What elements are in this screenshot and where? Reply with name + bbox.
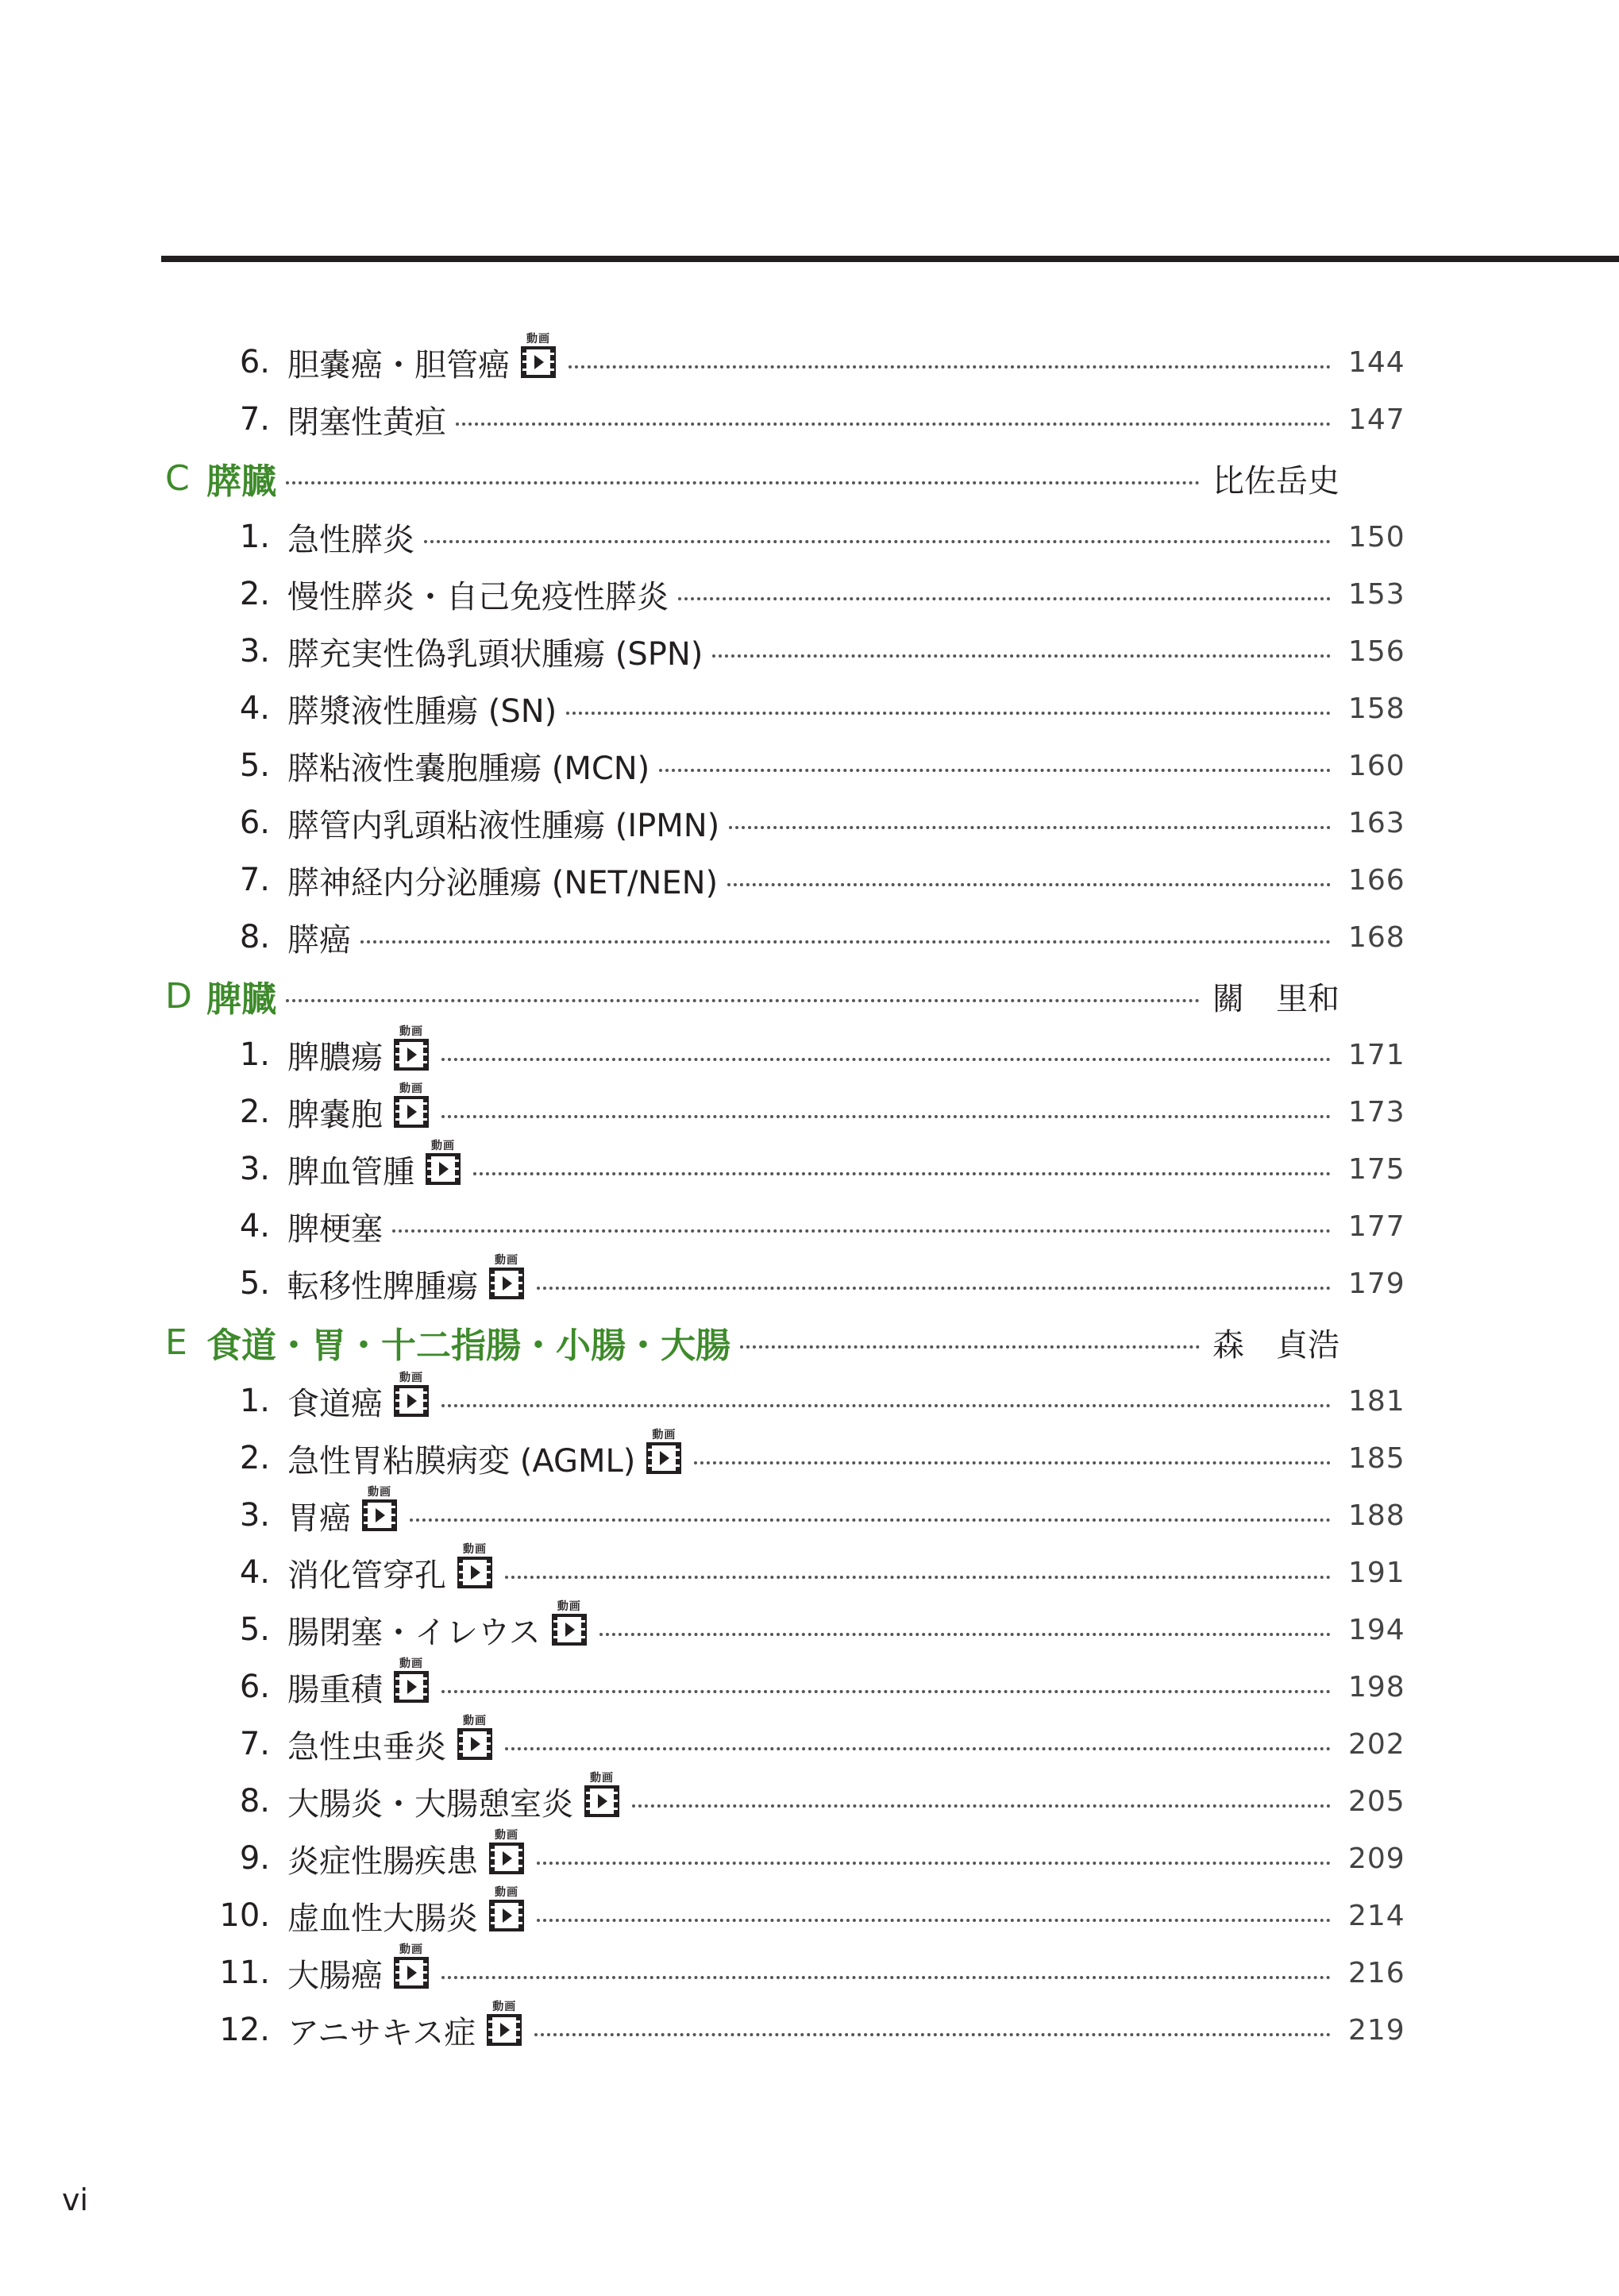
entry-title: 閉塞性黄疸 (287, 403, 446, 441)
toc-entry[interactable] (0, 909, 1619, 966)
dot-leader (727, 883, 1331, 886)
dot-leader (441, 1115, 1331, 1118)
dot-leader (537, 1862, 1331, 1865)
entry-title: 脾嚢胞 (287, 1096, 383, 1133)
section-letter: D (165, 975, 192, 1017)
entry-number: 10. (219, 1897, 270, 1934)
dot-leader (392, 1229, 1331, 1233)
entry-page: 216 (1348, 1956, 1405, 1989)
toc-entry[interactable] (0, 1372, 1619, 1430)
dot-leader (410, 1518, 1331, 1522)
entry-page: 171 (1348, 1038, 1405, 1071)
entry-number: 8. (239, 919, 270, 955)
entry-page: 166 (1348, 863, 1405, 897)
toc-section[interactable] (0, 966, 1619, 1026)
entry-number: 6. (239, 344, 270, 380)
video-label: 動画 (590, 1772, 614, 1785)
entry-number: 3. (239, 1151, 270, 1187)
entry-number: 2. (239, 1440, 270, 1476)
entry-number: 3. (239, 1497, 270, 1534)
video-label: 動画 (495, 1886, 518, 1899)
entry-number: 2. (239, 576, 270, 612)
table-of-contents (0, 334, 1619, 2059)
entry-page: 188 (1348, 1499, 1405, 1532)
entry-page: 177 (1348, 1210, 1405, 1243)
entry-title: 胆嚢癌・胆管癌 (287, 346, 510, 384)
video-label: 動画 (463, 1715, 487, 1727)
entry-page: 205 (1348, 1785, 1405, 1818)
entry-title: 膵粘液性嚢胞腫瘍 (MCN) (287, 750, 650, 787)
video-play-icon[interactable] (643, 1430, 684, 1477)
entry-page: 147 (1348, 403, 1405, 436)
entry-number: 7. (239, 862, 270, 898)
video-play-icon[interactable] (486, 1830, 527, 1877)
dot-leader (659, 769, 1331, 772)
entry-title: 転移性脾腫瘍 (287, 1268, 478, 1305)
toc-entry[interactable] (0, 1715, 1619, 1773)
toc-entry[interactable] (0, 1944, 1619, 2001)
entry-page: 158 (1348, 692, 1405, 725)
entry-title: 消化管穿孔 (287, 1557, 446, 1594)
entry-number: 4. (239, 690, 270, 727)
entry-title: 胃癌 (287, 1499, 351, 1537)
header-rule (161, 256, 1619, 262)
entry-title: 脾梗塞 (287, 1210, 383, 1248)
entry-title: 膵癌 (287, 921, 351, 959)
entry-number: 5. (239, 747, 270, 784)
video-play-icon[interactable] (359, 1487, 400, 1534)
section-author: 森 貞浩 (1212, 1326, 1340, 1364)
video-play-icon[interactable] (422, 1140, 464, 1188)
toc-entry[interactable] (0, 1830, 1619, 1887)
toc-entry[interactable] (0, 1544, 1619, 1601)
entry-page: 214 (1348, 1899, 1405, 1932)
entry-page: 175 (1348, 1152, 1405, 1186)
entry-page: 156 (1348, 635, 1405, 668)
video-play-icon[interactable] (486, 1887, 527, 1935)
entry-title: 大腸癌 (287, 1957, 383, 1994)
video-play-icon[interactable] (549, 1601, 590, 1649)
video-play-icon[interactable] (518, 334, 559, 381)
dot-leader (740, 1345, 1200, 1349)
entry-title: 腸重積 (287, 1671, 383, 1708)
entry-page: 202 (1348, 1727, 1405, 1761)
toc-entry[interactable] (0, 508, 1619, 565)
video-play-icon[interactable] (391, 1026, 432, 1074)
toc-entry[interactable] (0, 794, 1619, 851)
dot-leader (632, 1804, 1331, 1808)
section-letter: C (165, 457, 190, 499)
toc-entry[interactable] (0, 680, 1619, 737)
dot-leader (569, 365, 1331, 369)
video-label: 動画 (399, 1372, 423, 1384)
entry-page: 144 (1348, 345, 1405, 379)
video-label: 動画 (399, 1657, 423, 1670)
video-label: 動画 (495, 1829, 518, 1842)
dot-leader (537, 1287, 1331, 1290)
entry-title: 虚血性大腸炎 (287, 1900, 478, 1937)
entry-page: 153 (1348, 577, 1405, 611)
video-label: 動画 (557, 1600, 581, 1613)
toc-entry[interactable] (0, 1601, 1619, 1658)
dot-leader (473, 1172, 1331, 1175)
toc-entry[interactable] (0, 391, 1619, 448)
dot-leader (505, 1576, 1331, 1579)
entry-number: 7. (239, 401, 270, 438)
entry-title: 慢性膵炎・自己免疫性膵炎 (287, 578, 669, 615)
dot-leader (694, 1461, 1331, 1464)
entry-title: 膵漿液性腫瘍 (SN) (287, 693, 557, 730)
toc-entry[interactable] (0, 1083, 1619, 1140)
dot-leader (534, 2033, 1331, 2036)
video-play-icon[interactable] (454, 1715, 495, 1763)
dot-leader (441, 1690, 1331, 1693)
dot-leader (505, 1747, 1331, 1750)
entry-number: 5. (239, 1611, 270, 1648)
toc-entry[interactable] (0, 1887, 1619, 1944)
entry-title: 腸閉塞・イレウス (287, 1614, 541, 1651)
toc-entry[interactable] (0, 1658, 1619, 1715)
page-number: vi (62, 2182, 89, 2217)
entry-number: 5. (239, 1265, 270, 1302)
entry-number: 6. (239, 1669, 270, 1705)
entry-title: 膵管内乳頭粘液性腫瘍 (IPMN) (287, 807, 720, 844)
video-play-icon[interactable] (391, 1372, 432, 1420)
video-play-icon[interactable] (391, 1944, 432, 1992)
toc-section[interactable] (0, 448, 1619, 508)
entry-title: 急性膵炎 (287, 521, 414, 558)
dot-leader (441, 1976, 1331, 1979)
dot-leader (286, 481, 1200, 484)
dot-leader (678, 597, 1331, 600)
dot-leader (712, 654, 1331, 658)
video-label: 動画 (463, 1543, 487, 1556)
toc-entry[interactable] (0, 1026, 1619, 1083)
entry-number: 3. (239, 633, 270, 670)
entry-title: 脾膿瘍 (287, 1039, 383, 1076)
toc-entry[interactable] (0, 1255, 1619, 1312)
video-play-icon[interactable] (486, 1255, 527, 1302)
entry-number: 8. (239, 1783, 270, 1819)
entry-title: 大腸炎・大腸憩室炎 (287, 1785, 573, 1823)
entry-number: 4. (239, 1554, 270, 1591)
section-author: 比佐岳史 (1212, 462, 1340, 500)
dot-leader (729, 826, 1331, 829)
entry-page: 173 (1348, 1095, 1405, 1129)
entry-page: 209 (1348, 1842, 1405, 1875)
entry-number: 11. (219, 1954, 270, 1991)
entry-number: 1. (239, 519, 270, 555)
video-play-icon[interactable] (391, 1083, 432, 1131)
toc-entry[interactable] (0, 565, 1619, 623)
entry-page: 181 (1348, 1384, 1405, 1418)
entry-number: 9. (239, 1840, 270, 1877)
section-title: 食道・胃・十二指腸・小腸・大腸 (206, 1326, 730, 1366)
entry-title: アニサキス症 (287, 2014, 476, 2051)
toc-entry[interactable] (0, 1773, 1619, 1830)
video-play-icon[interactable] (391, 1658, 432, 1706)
toc-entry[interactable] (0, 1430, 1619, 1487)
entry-page: 194 (1348, 1613, 1405, 1646)
video-label: 動画 (399, 1082, 423, 1095)
entry-page: 150 (1348, 520, 1405, 554)
toc-section[interactable] (0, 1312, 1619, 1372)
entry-page: 179 (1348, 1267, 1405, 1300)
dot-leader (566, 712, 1331, 715)
entry-title: 膵充実性偽乳頭状腫瘍 (SPN) (287, 635, 703, 673)
video-play-icon[interactable] (484, 2001, 525, 2049)
entry-title: 食道癌 (287, 1385, 383, 1422)
entry-number: 1. (239, 1036, 270, 1073)
dot-leader (599, 1633, 1331, 1636)
entry-page: 163 (1348, 806, 1405, 839)
video-label: 動画 (368, 1486, 391, 1499)
video-label: 動画 (495, 1254, 518, 1267)
entry-number: 4. (239, 1208, 270, 1244)
dot-leader (286, 999, 1200, 1002)
section-title: 膵臓 (206, 461, 276, 502)
entry-title: 炎症性腸疾患 (287, 1843, 478, 1880)
video-label: 動画 (526, 333, 550, 345)
toc-entry[interactable] (0, 623, 1619, 680)
entry-page: 168 (1348, 920, 1405, 954)
video-play-icon[interactable] (454, 1544, 495, 1592)
entry-number: 2. (239, 1094, 270, 1130)
dot-leader (424, 540, 1331, 543)
entry-page: 198 (1348, 1670, 1405, 1704)
entry-title: 急性虫垂炎 (287, 1728, 446, 1765)
dot-leader (441, 1404, 1331, 1407)
toc-entry[interactable] (0, 1487, 1619, 1544)
entry-page: 219 (1348, 2013, 1405, 2047)
entry-page: 185 (1348, 1441, 1405, 1475)
video-label: 動画 (399, 1943, 423, 1956)
dot-leader (441, 1058, 1331, 1061)
dot-leader (360, 940, 1331, 943)
entry-title: 急性胃粘膜病変 (AGML) (287, 1442, 636, 1480)
entry-number: 1. (239, 1383, 270, 1419)
entry-number: 6. (239, 805, 270, 841)
section-title: 脾臓 (206, 979, 276, 1020)
toc-entry[interactable] (0, 334, 1619, 391)
section-author: 關 里和 (1212, 980, 1340, 1017)
toc-entry[interactable] (0, 1198, 1619, 1255)
video-play-icon[interactable] (581, 1773, 623, 1820)
entry-page: 160 (1348, 749, 1405, 782)
video-label: 動画 (399, 1025, 423, 1038)
toc-entry[interactable] (0, 1140, 1619, 1198)
dot-leader (456, 423, 1331, 426)
video-label: 動画 (652, 1429, 677, 1441)
entry-number: 7. (239, 1726, 270, 1762)
toc-entry[interactable] (0, 2001, 1619, 2059)
entry-title: 膵神経内分泌腫瘍 (NET/NEN) (287, 864, 719, 901)
video-label: 動画 (431, 1140, 455, 1152)
toc-entry[interactable] (0, 737, 1619, 794)
toc-entry[interactable] (0, 851, 1619, 909)
section-letter: E (165, 1322, 187, 1363)
dot-leader (537, 1919, 1331, 1922)
entry-title: 脾血管腫 (287, 1153, 414, 1190)
entry-number: 12. (219, 2012, 270, 2048)
entry-page: 191 (1348, 1556, 1405, 1589)
video-label: 動画 (492, 2001, 517, 2013)
